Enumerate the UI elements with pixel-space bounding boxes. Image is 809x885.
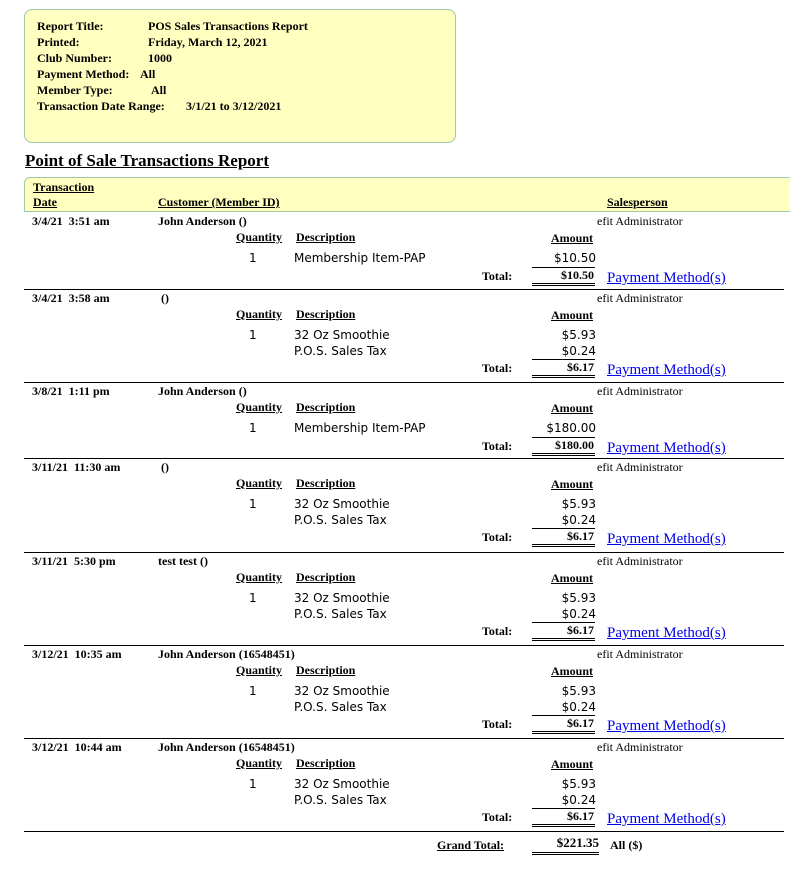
column-transaction: Transaction xyxy=(33,180,95,194)
transaction-total: $6.17 xyxy=(532,808,595,827)
column-header-bar xyxy=(24,177,790,212)
total-label: Total: xyxy=(482,439,513,453)
item-description: P.O.S. Sales Tax xyxy=(294,513,387,527)
description-header: Description xyxy=(296,476,356,490)
grand-total-label: Grand Total: xyxy=(437,838,505,852)
transaction-customer: John Anderson () xyxy=(158,384,247,398)
report-info-box xyxy=(24,9,456,143)
description-header: Description xyxy=(296,663,356,677)
item-quantity: 1 xyxy=(249,251,257,265)
transaction-customer: test test () xyxy=(158,554,208,568)
report-info-label: Payment Method: xyxy=(37,67,130,81)
item-amount: $5.93 xyxy=(561,591,596,605)
transaction-salesperson: efit Administrator xyxy=(597,740,683,754)
grand-total-separator xyxy=(24,831,784,832)
grand-total-value: $221.35 xyxy=(532,835,599,855)
description-header: Description xyxy=(296,400,356,414)
transaction-total: $10.50 xyxy=(532,267,595,286)
report-info-value: 1000 xyxy=(148,51,172,65)
transaction-separator xyxy=(24,458,784,459)
quantity-header: Quantity xyxy=(236,307,283,321)
transaction-salesperson: efit Administrator xyxy=(597,647,683,661)
total-label: Total: xyxy=(482,717,513,731)
transaction-separator xyxy=(24,289,784,290)
transaction-date: 3/4/21 3:58 am xyxy=(32,291,110,305)
report-info-value: All xyxy=(151,83,167,97)
item-description: Membership Item-PAP xyxy=(294,251,426,265)
payment-methods-link[interactable]: Payment Method(s) xyxy=(607,270,726,286)
item-amount: $5.93 xyxy=(561,328,596,342)
payment-methods-link[interactable]: Payment Method(s) xyxy=(607,718,726,734)
item-amount: $0.24 xyxy=(561,344,596,358)
description-header: Description xyxy=(296,570,356,584)
item-description: 32 Oz Smoothie xyxy=(294,777,390,791)
payment-methods-link[interactable]: Payment Method(s) xyxy=(607,811,726,827)
amount-header: Amount xyxy=(551,477,594,491)
payment-methods-link[interactable]: Payment Method(s) xyxy=(607,440,726,456)
transaction-separator xyxy=(24,645,784,646)
description-header: Description xyxy=(296,230,356,244)
transaction-customer: John Anderson (16548451) xyxy=(158,740,295,754)
total-label: Total: xyxy=(482,624,513,638)
report-info-value: Friday, March 12, 2021 xyxy=(148,35,268,49)
quantity-header: Quantity xyxy=(236,230,283,244)
transaction-date: 3/11/21 5:30 pm xyxy=(32,554,116,568)
report-info-label: Transaction Date Range: xyxy=(37,99,165,113)
transaction-date: 3/4/21 3:51 am xyxy=(32,214,110,228)
transaction-customer: John Anderson () xyxy=(158,214,247,228)
transaction-date: 3/11/21 11:30 am xyxy=(32,460,121,474)
transaction-separator xyxy=(24,738,784,739)
quantity-header: Quantity xyxy=(236,756,283,770)
transaction-customer: () xyxy=(158,460,169,474)
quantity-header: Quantity xyxy=(236,476,283,490)
item-amount: $180.00 xyxy=(546,421,596,435)
total-label: Total: xyxy=(482,810,513,824)
description-header: Description xyxy=(296,756,356,770)
item-quantity: 1 xyxy=(249,684,257,698)
report-info-label: Printed: xyxy=(37,35,80,49)
item-amount: $0.24 xyxy=(561,700,596,714)
item-quantity: 1 xyxy=(249,777,257,791)
amount-header: Amount xyxy=(551,757,594,771)
transaction-total: $6.17 xyxy=(532,715,595,734)
transaction-date: 3/8/21 1:11 pm xyxy=(32,384,110,398)
transaction-date: 3/12/21 10:44 am xyxy=(32,740,122,754)
amount-header: Amount xyxy=(551,231,594,245)
item-description: P.O.S. Sales Tax xyxy=(294,793,387,807)
item-description: 32 Oz Smoothie xyxy=(294,591,390,605)
total-label: Total: xyxy=(482,530,513,544)
item-amount: $5.93 xyxy=(561,497,596,511)
item-quantity: 1 xyxy=(249,591,257,605)
item-amount: $0.24 xyxy=(561,607,596,621)
transaction-salesperson: efit Administrator xyxy=(597,291,683,305)
item-description: 32 Oz Smoothie xyxy=(294,328,390,342)
item-description: 32 Oz Smoothie xyxy=(294,497,390,511)
item-description: P.O.S. Sales Tax xyxy=(294,344,387,358)
item-amount: $0.24 xyxy=(561,513,596,527)
column-salesperson: Salesperson xyxy=(607,195,668,209)
transaction-salesperson: efit Administrator xyxy=(597,460,683,474)
report-info-label: Report Title: xyxy=(37,19,104,33)
item-amount: $10.50 xyxy=(554,251,596,265)
item-description: Membership Item-PAP xyxy=(294,421,426,435)
amount-header: Amount xyxy=(551,571,594,585)
item-quantity: 1 xyxy=(249,497,257,511)
transaction-customer: John Anderson (16548451) xyxy=(158,647,295,661)
report-info-value: POS Sales Transactions Report xyxy=(148,19,308,33)
payment-methods-link[interactable]: Payment Method(s) xyxy=(607,362,726,378)
payment-methods-link[interactable]: Payment Method(s) xyxy=(607,531,726,547)
item-description: 32 Oz Smoothie xyxy=(294,684,390,698)
transaction-total: $6.17 xyxy=(532,359,595,378)
item-quantity: 1 xyxy=(249,421,257,435)
report-info-label: Club Number: xyxy=(37,51,113,65)
report-info-value: 3/1/21 to 3/12/2021 xyxy=(186,99,282,113)
total-label: Total: xyxy=(482,269,513,283)
item-amount: $0.24 xyxy=(561,793,596,807)
amount-header: Amount xyxy=(551,308,594,322)
item-quantity: 1 xyxy=(249,328,257,342)
grand-total-suffix: All ($) xyxy=(610,838,643,852)
total-label: Total: xyxy=(482,361,513,375)
transaction-total: $6.17 xyxy=(532,528,595,547)
column-date: Date xyxy=(33,195,57,209)
amount-header: Amount xyxy=(551,664,594,678)
quantity-header: Quantity xyxy=(236,570,283,584)
report-info-value: All xyxy=(140,67,156,81)
transaction-separator xyxy=(24,382,784,383)
quantity-header: Quantity xyxy=(236,663,283,677)
item-description: P.O.S. Sales Tax xyxy=(294,700,387,714)
transaction-salesperson: efit Administrator xyxy=(597,554,683,568)
transaction-customer: () xyxy=(158,291,169,305)
transaction-salesperson: efit Administrator xyxy=(597,384,683,398)
description-header: Description xyxy=(296,307,356,321)
transaction-date: 3/12/21 10:35 am xyxy=(32,647,122,661)
report-title: Point of Sale Transactions Report xyxy=(25,151,269,170)
amount-header: Amount xyxy=(551,401,594,415)
item-description: P.O.S. Sales Tax xyxy=(294,607,387,621)
transaction-salesperson: efit Administrator xyxy=(597,214,683,228)
transaction-total: $180.00 xyxy=(532,437,595,456)
transaction-total: $6.17 xyxy=(532,622,595,641)
quantity-header: Quantity xyxy=(236,400,283,414)
item-amount: $5.93 xyxy=(561,684,596,698)
column-customer: Customer (Member ID) xyxy=(158,195,280,209)
report-info-label: Member Type: xyxy=(37,83,113,97)
transaction-separator xyxy=(24,552,784,553)
payment-methods-link[interactable]: Payment Method(s) xyxy=(607,625,726,641)
item-amount: $5.93 xyxy=(561,777,596,791)
